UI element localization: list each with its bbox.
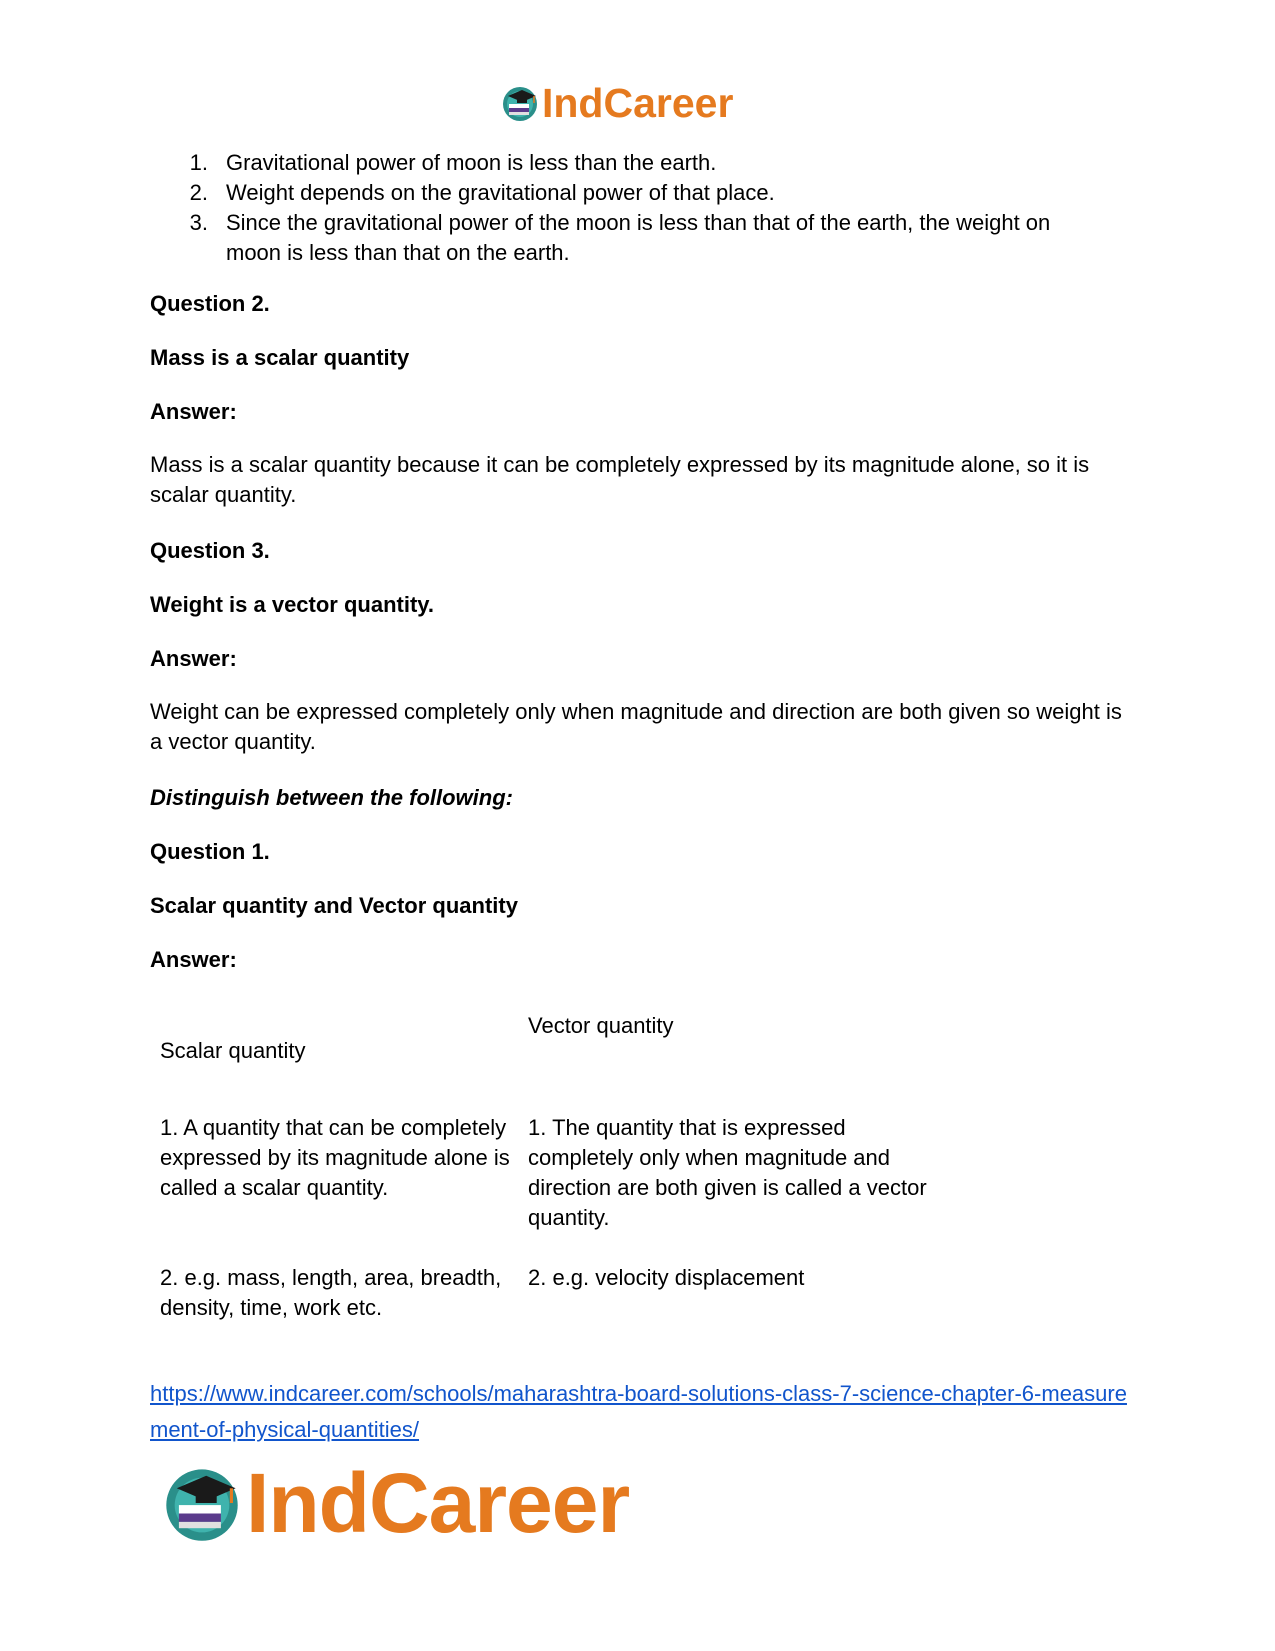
- list-item-number: 1.: [189, 150, 208, 175]
- table-header-scalar: Scalar quantity: [160, 1038, 306, 1063]
- question-3-answer: Weight can be expressed completely only when magnitude and direction are both given so weight is a vector quantity.: [150, 699, 1122, 754]
- numbered-list: [150, 148, 1110, 268]
- table-cell-scalar-definition: 1. A quantity that can be completely expressed by its magnitude alone is called a scalar quantity.: [160, 1115, 510, 1200]
- question-2-answer: Mass is a scalar quantity because it can be completely expressed by its magnitude alone, so it is scalar quantity.: [150, 452, 1090, 507]
- list-item: [150, 178, 1110, 208]
- distinguish-heading: Distinguish between the following:: [150, 785, 513, 810]
- distinguish-answer-label: Answer:: [150, 947, 237, 972]
- distinguish-question-1-heading: Question 1.: [150, 839, 270, 864]
- question-3-statement: Weight is a vector quantity.: [150, 592, 435, 617]
- source-link[interactable]: https://www.indcareer.com/schools/maharashtra-board-solutions-class-7-science-chapter-6-measurement-of-physical-quantities/: [150, 1381, 1127, 1442]
- list-item: [150, 208, 1110, 268]
- list-item-text: Weight depends on the gravitational power of that place.: [226, 180, 775, 205]
- list-item: [150, 148, 1110, 178]
- header-logo: [500, 78, 733, 128]
- list-item-number: 2.: [189, 180, 208, 205]
- distinguish-question-1-statement: Scalar quantity and Vector quantity: [150, 893, 518, 918]
- question-2-answer-label: Answer:: [150, 399, 237, 424]
- table-cell-vector-examples: 2. e.g. velocity displacement: [528, 1265, 805, 1290]
- question-2-heading: Question 2.: [150, 291, 270, 316]
- list-item-text: Gravitational power of moon is less than the earth.: [226, 150, 717, 175]
- question-2-statement: Mass is a scalar quantity: [150, 345, 410, 370]
- footer-logo: [160, 1458, 629, 1548]
- graduation-book-icon: [160, 1461, 244, 1545]
- footer-logo-text: IndCareer: [246, 1456, 630, 1550]
- question-3-answer-label: Answer:: [150, 646, 237, 671]
- list-item-text: Since the gravitational power of the moon is less than that of the earth, the weight on moon is less than that on the earth.: [226, 210, 1051, 265]
- question-3-heading: Question 3.: [150, 538, 270, 563]
- table-cell-scalar-examples: 2. e.g. mass, length, area, breadth, density, time, work etc.: [160, 1265, 502, 1320]
- graduation-book-icon: [500, 83, 540, 123]
- header-logo-text: IndCareer: [542, 79, 734, 126]
- table-header-vector: Vector quantity: [528, 1013, 674, 1038]
- list-item-number: 3.: [189, 210, 208, 235]
- table-cell-vector-definition: 1. The quantity that is expressed completely only when magnitude and direction are both given is called a vector quantity.: [528, 1115, 927, 1230]
